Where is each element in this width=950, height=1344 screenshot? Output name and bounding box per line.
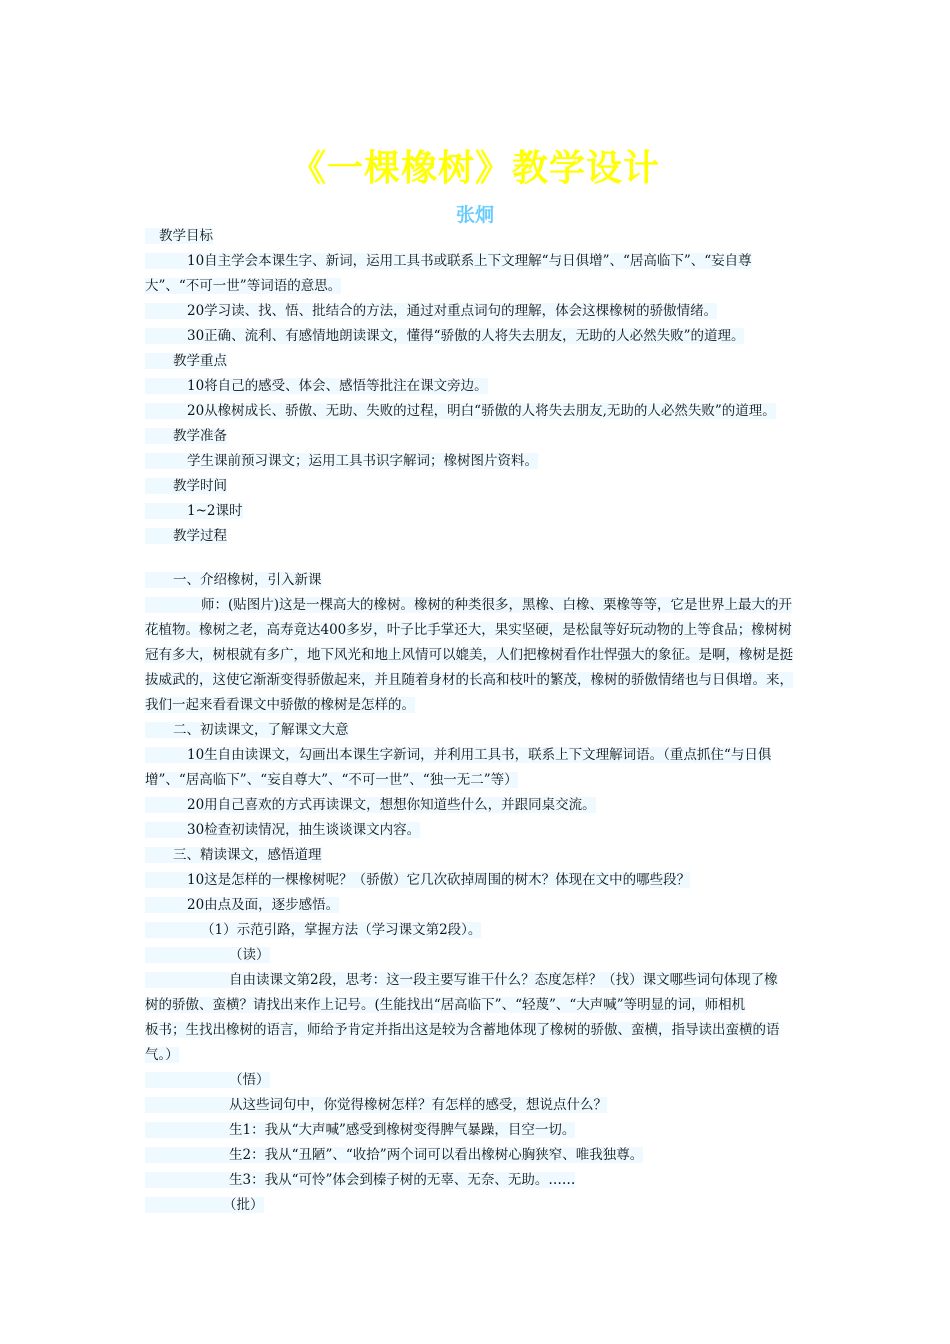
paragraph-line: 增”、“居高临下”、“妄自尊大”、“不可一世”、“独一无二”等） (145, 772, 518, 788)
section-heading: 教学时间 (145, 478, 227, 494)
paragraph-line: 生3：我从“可怜”体会到榛子树的无辜、无奈、无助。…… (145, 1172, 575, 1188)
paragraph-line: 拔威武的，这使它渐渐变得骄傲起来，并且随着身材的长高和枝叶的繁茂，橡树的骄傲情绪也与日俱增。来， (145, 672, 793, 688)
paragraph-line: 学生课前预习课文；运用工具书识字解词；橡树图片资料。 (145, 453, 538, 469)
paragraph-line: 20用自己喜欢的方式再读课文，想想你知道些什么，并跟同桌交流。 (145, 797, 596, 813)
paragraph-line: 20学习读、找、悟、批结合的方法，通过对重点词句的理解，体会这棵橡树的骄傲情绪。 (145, 303, 717, 319)
paragraph-line: 冠有多大，树根就有多广，地下风光和地上风情可以媲美，人们把橡树看作壮悍强大的象征。是啊，橡树是挺 (145, 647, 793, 663)
section-heading: 教学准备 (145, 428, 227, 444)
paragraph-line: 1~2课时 (145, 503, 243, 519)
blank-line (145, 549, 812, 568)
paragraph-line: 大”、“不可一世”等词语的意思。 (145, 278, 342, 294)
paragraph-line: 生2：我从“丑陋”、“收拾”两个词可以看出橡树心胸狭窄、唯我独尊。 (145, 1147, 643, 1163)
paragraph-line: 树的骄傲、蛮横？请找出来作上记号。(生能找出“居高临下”、“轻蔑”、“大声喊”等明显的词，师相机 (145, 997, 746, 1013)
section-heading: 二、初读课文，了解课文大意 (145, 722, 349, 738)
step-label: （悟） (145, 1072, 270, 1088)
paragraph-line: 生1：我从“大声喊”感受到橡树变得脾气暴躁，目空一切。 (145, 1122, 575, 1138)
document-title: 《一棵橡树》教学设计 (289, 148, 660, 189)
section-heading: 教学过程 (145, 528, 227, 544)
paragraph-line: 气。） (145, 1047, 179, 1063)
section-heading: 三、精读课文，感悟道理 (145, 847, 322, 863)
paragraph-line: 从这些词句中，你觉得橡树怎样？有怎样的感受，想说点什么？ (145, 1097, 607, 1113)
paragraph-line: 我们一起来看看课文中骄傲的橡树是怎样的。 (145, 697, 415, 713)
paragraph-line: 10这是怎样的一棵橡树呢？（骄傲）它几次砍掉周围的树木？体现在文中的哪些段？ (145, 872, 690, 888)
paragraph-line: 10生自由读课文，勾画出本课生字新词，并利用工具书，联系上下文理解词语。（重点抓住“与日俱 (145, 747, 771, 763)
paragraph-line: 自由读课文第2段，思考：这一段主要写谁干什么？态度怎样？（找）课文哪些词句体现了橡 (145, 972, 778, 988)
paragraph-line: 30检查初读情况，抽生谈谈课文内容。 (145, 822, 420, 838)
paragraph-line: 师：(贴图片)这是一棵高大的橡树。橡树的种类很多，黑橡、白橡、栗橡等等，它是世界上最大的开 (145, 597, 792, 613)
paragraph-line: 30正确、流利、有感情地朗读课文，懂得“骄傲的人将失去朋友，无助的人必然失败”的道理。 (145, 328, 744, 344)
paragraph-line: 花植物。橡树之老，高寿竟达400多岁，叶子比手掌还大，果实坚硬，是松鼠等好玩动物的上等食品；橡树树 (145, 622, 792, 638)
section-heading: 一、介绍橡树，引入新课 (145, 572, 322, 588)
section-heading: 教学重点 (145, 353, 227, 369)
paragraph-line: 20由点及面，逐步感悟。 (145, 897, 339, 913)
document-author: 张炯 (455, 204, 494, 226)
step-label: （批） (145, 1197, 264, 1213)
section-heading: 教学目标 (145, 228, 213, 244)
paragraph-line: 10自主学会本课生字、新词，运用工具书或联系上下文理解“与日俱增”、“居高临下”、“妄自尊 (145, 253, 752, 269)
step-label: （读） (145, 947, 270, 963)
paragraph-line: 10将自己的感受、体会、感悟等批注在课文旁边。 (145, 378, 488, 394)
paragraph-line: 20从橡树成长、骄傲、无助、失败的过程，明白“骄傲的人将失去朋友,无助的人必然失败”的道理。 (145, 403, 776, 419)
document-body (145, 224, 812, 1218)
paragraph-line: 板书；生找出橡树的语言，师给予肯定并指出这是较为含蓄地体现了橡树的骄傲、蛮横，指导读出蛮横的语 (145, 1022, 780, 1038)
subsection-heading: （1）示范引路，掌握方法（学习课文第2段）。 (145, 922, 481, 938)
